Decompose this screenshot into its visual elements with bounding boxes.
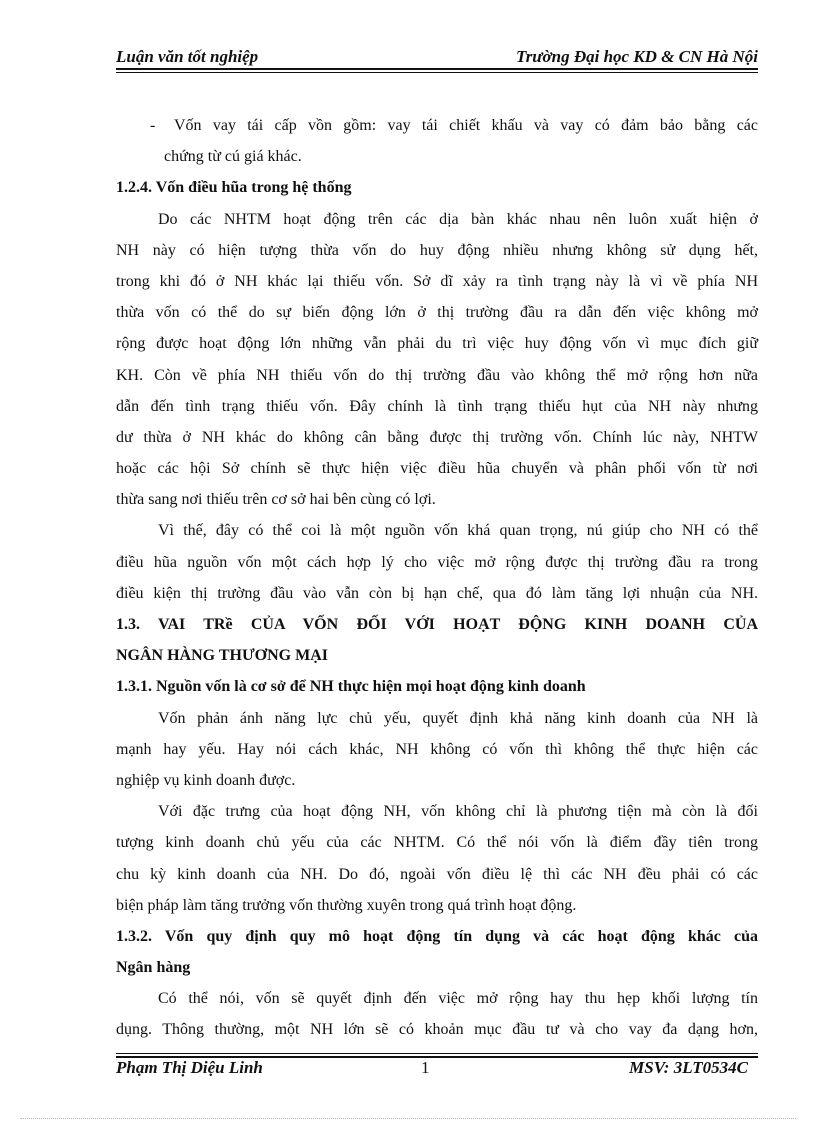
- text-line: chứng từ cú giá khác.: [164, 148, 302, 166]
- text-line: dư thừa ở NH khác do không cân bằng được thị trường vốn. Chính lúc này, NHTW: [116, 428, 758, 446]
- text-line: Vốn vay tái cấp vồn gồm: vay tái chiết khấu và vay có đảm bảo bằng các: [174, 117, 758, 134]
- footer-student-id: MSV: 3LT0534C: [629, 1058, 748, 1077]
- text-line: mạnh hay yếu. Hay nói cách khác, NH không có vốn thì không thể thực hiện các: [116, 740, 758, 758]
- page-number: 1: [421, 1058, 430, 1077]
- text-line: thừa vốn có thể do sự biến động lớn ở thị trường đầu ra dẫn đến việc không mở: [116, 304, 758, 322]
- footer-author: Phạm Thị Diệu Linh: [116, 1058, 263, 1077]
- page-break-divider: [20, 1118, 796, 1119]
- section-heading: 1.3.1. Nguồn vốn là cơ sở để NH thực hiện mọi hoạt động kinh doanh: [116, 678, 586, 696]
- text-line: dụng. Thông thường, một NH lớn sẽ có khoản mục đầu tư và cho vay đa dạng hơn,: [116, 1021, 758, 1039]
- text-line: điều kiện thị trường đầu vào vẫn còn bị hạn chế, qua đó làm tăng lợi nhuận của NH.: [116, 584, 758, 602]
- text-line: Có thể nói, vốn sẽ quyết định đến việc mở rộng hay thu hẹp khối lượng tín: [158, 990, 758, 1008]
- text-line: NH này có hiện tượng thừa vốn do huy động nhiều nhưng không sử dụng hết,: [116, 241, 758, 259]
- text-line: KH. Còn về phía NH thiếu vốn do thị trường đầu vào không thể mở rộng hơn nữa: [116, 366, 758, 384]
- footer-rule-thin: [116, 1053, 758, 1054]
- section-heading: 1.2.4. Vốn điều hũa trong hệ thống: [116, 179, 352, 197]
- dash-bullet-icon: -: [150, 117, 156, 134]
- text-line: dẫn đến tình trạng thiếu vốn. Đây chính là tình trạng thiếu hụt của NH này nhưng: [116, 397, 758, 415]
- text-line: Vì thế, đây có thể coi là một nguồn vốn khá quan trọng, nú giúp cho NH có thể: [158, 522, 758, 540]
- text-line: Do các NHTM hoạt động trên các dịa bàn khác nhau nên luôn xuất hiện ở: [158, 210, 758, 228]
- text-line: Vốn phản ánh năng lực chủ yếu, quyết định khả năng kinh doanh của NH là: [158, 709, 758, 727]
- section-heading: 1.3.2. Vốn quy định quy mô hoạt động tín dụng và các hoạt động khác của: [116, 927, 758, 945]
- header-rule-thick: [116, 68, 758, 70]
- text-line: trong khi đó ở NH khác lại thiếu vốn. Sở dĩ xảy ra tình trạng này là vì về phía NH: [116, 272, 758, 290]
- section-heading: Ngân hàng: [116, 959, 191, 977]
- text-line: Với đặc trưng của hoạt động NH, vốn không chỉ là phương tiện mà còn là đối: [158, 803, 758, 821]
- section-heading: NGÂN HÀNG THƯƠNG MẠI: [116, 647, 328, 665]
- header-left: Luận văn tốt nghiệp: [116, 47, 259, 66]
- page-footer: [116, 1056, 748, 1082]
- text-line: điều hũa nguồn vốn một cách hợp lý cho việc mở rộng được thị trường đầu ra trong: [116, 553, 758, 571]
- bullet-line: [116, 110, 758, 141]
- section-heading: 1.3. VAI TRề CỦA VỐN ĐỐI VỚI HOẠT ĐỘNG KINH DOANH CỦA: [116, 616, 758, 633]
- document-body: [116, 110, 758, 1046]
- text-line: chu kỳ kinh doanh của NH. Do đó, ngoài vốn điều lệ thì các NH đều phải có các: [116, 865, 758, 883]
- text-line: biện pháp làm tăng trưởng vốn thường xuyên trong quá trình hoạt động.: [116, 896, 577, 914]
- header-right: Trường Đại học KD & CN Hà Nội: [515, 47, 758, 66]
- text-line: hoặc các hội Sở chính sẽ thực hiện việc điều hũa chuyển và phân phối vốn từ nơi: [116, 460, 758, 478]
- text-line: tượng kinh doanh chủ yếu của các NHTM. Có thể nói vốn là điểm đầy tiên trong: [116, 834, 758, 852]
- header-rule-thin: [116, 72, 758, 73]
- text-line: rộng được hoạt động lớn những vẫn phải du trì việc huy động vốn vì mục đích giữ: [116, 335, 758, 353]
- text-line: nghiệp vụ kinh doanh được.: [116, 771, 296, 789]
- text-line: thừa sang nơi thiếu trên cơ sở hai bên cùng có lợi.: [116, 491, 436, 509]
